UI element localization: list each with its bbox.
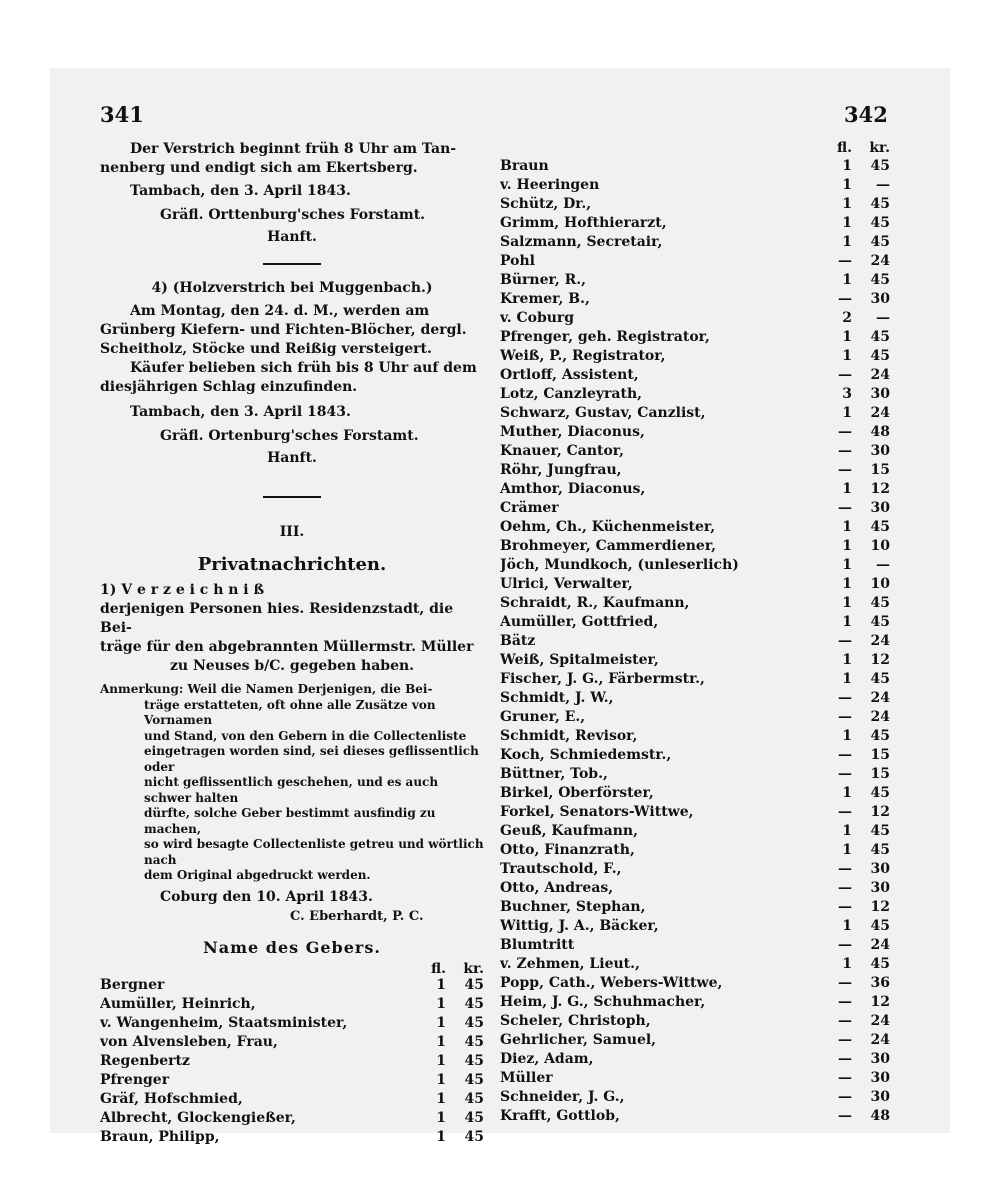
section-4-line: diesjährigen Schlag einzufinden. <box>100 379 358 395</box>
column-fl: fl. <box>430 960 446 977</box>
donor-row <box>100 1129 484 1148</box>
donor-kr: 24 <box>870 1013 890 1029</box>
donor-fl: — <box>838 1013 852 1029</box>
donor-name: Jöch, Mundkoch, (unleserlich) <box>500 557 739 573</box>
donor-kr: 45 <box>464 1014 484 1031</box>
donor-kr: 36 <box>870 975 890 991</box>
donor-fl: 2 <box>842 310 852 326</box>
donor-name: Braun <box>500 158 549 174</box>
donor-row <box>500 880 890 899</box>
donor-row <box>500 1070 890 1089</box>
donor-row <box>500 1013 890 1032</box>
donor-kr: 45 <box>870 519 890 535</box>
donor-fl: 1 <box>842 177 852 193</box>
donor-row <box>500 405 890 424</box>
donor-kr: 12 <box>870 804 890 820</box>
donor-fl: 1 <box>842 652 852 668</box>
donor-row <box>500 1108 890 1127</box>
donor-row <box>500 367 890 386</box>
donor-name: Pfrenger, geh. Registrator, <box>500 329 710 345</box>
donor-row <box>500 443 890 462</box>
donor-row <box>100 1110 484 1129</box>
donor-kr: 15 <box>870 766 890 782</box>
donor-row <box>500 1051 890 1070</box>
donor-kr: 30 <box>870 443 890 459</box>
donor-row <box>500 975 890 994</box>
donor-fl: 1 <box>436 1014 446 1031</box>
donor-fl: 1 <box>842 405 852 421</box>
donor-name: v. Heeringen <box>500 177 600 193</box>
donor-fl: 1 <box>842 481 852 497</box>
donor-kr: 48 <box>870 424 890 440</box>
note-line: und Stand, von den Gebern in die Collectenliste <box>144 728 467 743</box>
verzeichnis-line: träge für den abgebrannten Müllermstr. Müller <box>100 639 474 655</box>
donor-row <box>500 481 890 500</box>
donor-name: Pohl <box>500 253 535 269</box>
donor-row <box>500 804 890 823</box>
donor-row <box>500 956 890 975</box>
donor-fl: 1 <box>436 976 446 993</box>
donor-name: Amthor, Diaconus, <box>500 481 646 497</box>
donor-row <box>500 557 890 576</box>
donor-fl: — <box>838 766 852 782</box>
donor-kr: 10 <box>870 576 890 592</box>
coburg-signer: C. Eberhardt, P. C. <box>290 908 424 924</box>
donor-fl: — <box>838 291 852 307</box>
note-line: Anmerkung: Weil die Namen Derjenigen, die Bei- <box>100 682 433 696</box>
donor-name: Koch, Schmiedemstr., <box>500 747 672 763</box>
donor-fl: — <box>838 709 852 725</box>
donor-name: v. Coburg <box>500 310 575 326</box>
donor-row <box>500 272 890 291</box>
donor-row <box>500 234 890 253</box>
donor-name: Grimm, Hofthierarzt, <box>500 215 667 231</box>
donor-name: v. Zehmen, Lieut., <box>500 956 640 972</box>
signer-name: Hanft. <box>267 450 317 466</box>
donor-row <box>100 1053 484 1072</box>
note-line: träge erstatteten, oft ohne alle Zusätze von Vornamen <box>144 697 436 727</box>
donor-name: Schraidt, R., Kaufmann, <box>500 595 690 611</box>
donor-fl: — <box>838 367 852 383</box>
divider-rule <box>263 496 321 498</box>
donor-row <box>500 633 890 652</box>
donor-name: Geuß, Kaufmann, <box>500 823 638 839</box>
donor-row <box>500 994 890 1013</box>
donor-fl: 1 <box>842 557 852 573</box>
donor-kr: 45 <box>870 842 890 858</box>
donor-kr: 30 <box>870 1051 890 1067</box>
donor-kr: 45 <box>870 785 890 801</box>
donor-fl: — <box>838 994 852 1010</box>
note-line: so wird besagte Collectenliste getreu und wörtlich nach <box>144 837 484 867</box>
donor-fl: 1 <box>842 519 852 535</box>
donor-name: Crämer <box>500 500 559 516</box>
donor-fl: 1 <box>842 595 852 611</box>
donor-fl: — <box>838 804 852 820</box>
donor-name: Schneider, J. G., <box>500 1089 625 1105</box>
page-number-left: 341 <box>100 102 144 127</box>
donor-row <box>500 766 890 785</box>
intro-line: Der Verstrich beginnt früh 8 Uhr am Tan- <box>130 141 457 157</box>
donor-name: Buchner, Stephan, <box>500 899 646 915</box>
donor-name: Muther, Diaconus, <box>500 424 645 440</box>
donor-name: Scheler, Christoph, <box>500 1013 651 1029</box>
donor-kr: 45 <box>464 976 484 993</box>
donor-name: Wittig, J. A., Bäcker, <box>500 918 659 934</box>
donor-kr: 45 <box>870 614 890 630</box>
donor-kr: 45 <box>870 348 890 364</box>
donor-fl: 3 <box>842 386 852 402</box>
donor-kr: 45 <box>870 329 890 345</box>
donor-kr: 45 <box>870 595 890 611</box>
donor-kr: 45 <box>464 1071 484 1088</box>
column-fl: fl. <box>836 140 852 156</box>
donor-fl: — <box>838 1032 852 1048</box>
donor-kr: 45 <box>870 272 890 288</box>
donor-row <box>500 690 890 709</box>
donor-row <box>500 196 890 215</box>
donor-fl: — <box>838 443 852 459</box>
donor-fl: — <box>838 253 852 269</box>
divider-rule <box>263 263 321 265</box>
donor-fl: — <box>838 861 852 877</box>
donor-kr: 45 <box>464 1052 484 1069</box>
coburg-date: Coburg den 10. April 1843. <box>160 888 373 905</box>
donor-row <box>500 937 890 956</box>
donor-fl: — <box>838 1108 852 1124</box>
donor-kr: 30 <box>870 500 890 516</box>
donor-kr: 24 <box>870 690 890 706</box>
donor-name: Otto, Finanzrath, <box>500 842 635 858</box>
section-4-title: 4) (Holzverstrich bei Muggenbach.) <box>151 280 433 296</box>
donor-fl: 1 <box>842 215 852 231</box>
donor-kr: 15 <box>870 747 890 763</box>
donor-kr: 45 <box>870 215 890 231</box>
donor-name: Gruner, E., <box>500 709 586 725</box>
signer-name: Hanft. <box>267 229 317 245</box>
donor-kr: 15 <box>870 462 890 478</box>
donor-row <box>500 215 890 234</box>
donor-name: Knauer, Cantor, <box>500 443 625 459</box>
donor-kr: — <box>876 310 890 326</box>
page-number-right: 342 <box>844 102 888 127</box>
donor-row <box>500 899 890 918</box>
donor-row <box>500 1089 890 1108</box>
donor-kr: 12 <box>870 994 890 1010</box>
donor-row <box>500 500 890 519</box>
donor-name: Diez, Adam, <box>500 1051 594 1067</box>
donor-row <box>500 652 890 671</box>
donor-fl: — <box>838 747 852 763</box>
donor-row <box>500 158 890 177</box>
donor-name: Heim, J. G., Schuhmacher, <box>500 994 706 1010</box>
office-signature: Gräfl. Ortenburg'sches Forstamt. <box>160 428 419 444</box>
donor-name: Schmidt, J. W., <box>500 690 614 706</box>
name-heading: Name des Gebers. <box>203 937 381 957</box>
donor-name: von Alvensleben, Frau, <box>100 1033 278 1050</box>
donor-kr: 24 <box>870 367 890 383</box>
note-block <box>100 682 484 884</box>
donor-name: Otto, Andreas, <box>500 880 614 896</box>
donor-row <box>500 291 890 310</box>
donor-fl: 1 <box>436 1090 446 1107</box>
intro-line: nenberg und endigt sich am Ekertsberg. <box>100 160 418 176</box>
donor-name: Aumüller, Gottfried, <box>500 614 659 630</box>
donor-row <box>100 1091 484 1110</box>
donor-name: Lotz, Canzleyrath, <box>500 386 643 402</box>
donor-kr: 45 <box>870 956 890 972</box>
donor-row <box>500 747 890 766</box>
donor-kr: 45 <box>870 234 890 250</box>
donor-row <box>100 977 484 996</box>
donor-fl: — <box>838 500 852 516</box>
donor-fl: 1 <box>436 1128 446 1145</box>
donor-name: Bätz <box>500 633 536 649</box>
section-4-line: Am Montag, den 24. d. M., werden am <box>130 303 430 319</box>
donor-kr: 30 <box>870 880 890 896</box>
donor-name: Bergner <box>100 976 165 993</box>
donor-name: Brohmeyer, Cammerdiener, <box>500 538 717 554</box>
donor-row <box>500 709 890 728</box>
donor-name: Pfrenger <box>100 1071 170 1088</box>
donor-row <box>500 310 890 329</box>
column-header <box>100 961 484 977</box>
verzeichnis-line: zu Neuses b/C. gegeben haben. <box>169 658 415 674</box>
section-numeral: III. <box>279 524 305 540</box>
column-header <box>500 140 890 156</box>
donor-kr: 45 <box>464 995 484 1012</box>
donor-kr: 12 <box>870 481 890 497</box>
donor-fl: 1 <box>842 842 852 858</box>
donor-kr: 24 <box>870 1032 890 1048</box>
donor-row <box>500 462 890 481</box>
donor-row <box>500 918 890 937</box>
note-line: dürfte, solche Geber bestimmt ausfindig zu machen, <box>144 806 436 836</box>
donor-row <box>500 519 890 538</box>
donor-row <box>100 1015 484 1034</box>
donor-row <box>500 348 890 367</box>
donor-row <box>500 823 890 842</box>
donor-fl: 1 <box>842 956 852 972</box>
donor-kr: 45 <box>870 918 890 934</box>
note-line: dem Original abgedruckt werden. <box>144 868 371 882</box>
donor-row <box>100 1034 484 1053</box>
donor-name: Braun, Philipp, <box>100 1128 220 1145</box>
donor-fl: 1 <box>842 576 852 592</box>
donor-fl: — <box>838 690 852 706</box>
donor-name: Kremer, B., <box>500 291 590 307</box>
donor-name: Forkel, Senators-Wittwe, <box>500 804 694 820</box>
donor-fl: 1 <box>436 995 446 1012</box>
donor-fl: — <box>838 975 852 991</box>
donor-row <box>500 1032 890 1051</box>
donor-row <box>500 614 890 633</box>
donor-kr: 48 <box>870 1108 890 1124</box>
donor-kr: 24 <box>870 937 890 953</box>
donor-list-left <box>100 977 484 1148</box>
donor-name: Bürner, R., <box>500 272 586 288</box>
donor-kr: 45 <box>464 1109 484 1126</box>
donor-kr: 45 <box>870 158 890 174</box>
donor-fl: 1 <box>842 614 852 630</box>
donor-row <box>500 329 890 348</box>
donor-name: Popp, Cath., Webers-Wittwe, <box>500 975 723 991</box>
donor-kr: 24 <box>870 405 890 421</box>
donor-fl: — <box>838 1089 852 1105</box>
donor-fl: 1 <box>842 823 852 839</box>
donor-row <box>500 785 890 804</box>
donor-kr: 24 <box>870 709 890 725</box>
donor-row <box>500 386 890 405</box>
donor-fl: 1 <box>842 918 852 934</box>
note-line: nicht geflissentlich geschehen, und es auch schwer halten <box>144 775 439 805</box>
donor-row <box>500 538 890 557</box>
donor-name: Blumtritt <box>500 937 575 953</box>
donor-kr: — <box>876 177 890 193</box>
donor-kr: 45 <box>464 1033 484 1050</box>
donor-fl: — <box>838 937 852 953</box>
donor-fl: 1 <box>842 728 852 744</box>
donor-kr: 12 <box>870 899 890 915</box>
donor-fl: — <box>838 633 852 649</box>
donor-row <box>500 728 890 747</box>
donor-fl: — <box>838 899 852 915</box>
donor-kr: 24 <box>870 253 890 269</box>
donor-row <box>500 842 890 861</box>
donor-row <box>500 671 890 690</box>
donor-row <box>500 595 890 614</box>
donor-kr: 45 <box>870 728 890 744</box>
donor-kr: 45 <box>464 1128 484 1145</box>
donor-name: Trautschold, F., <box>500 861 622 877</box>
donor-kr: 30 <box>870 386 890 402</box>
donor-name: Büttner, Tob., <box>500 766 608 782</box>
donor-row <box>100 1072 484 1091</box>
donor-name: Salzmann, Secretair, <box>500 234 663 250</box>
donor-fl: 1 <box>842 348 852 364</box>
donor-name: Ulrici, Verwalter, <box>500 576 633 592</box>
donor-row <box>100 996 484 1015</box>
donor-kr: 10 <box>870 538 890 554</box>
donor-name: Röhr, Jungfrau, <box>500 462 622 478</box>
donor-fl: 1 <box>842 785 852 801</box>
donor-name: Müller <box>500 1070 553 1086</box>
donor-fl: — <box>838 462 852 478</box>
donor-fl: — <box>838 1051 852 1067</box>
donor-name: Schmidt, Revisor, <box>500 728 638 744</box>
donor-name: Ortloff, Assistent, <box>500 367 639 383</box>
donor-fl: 1 <box>842 329 852 345</box>
column-kr: kr. <box>869 140 890 156</box>
donor-fl: 1 <box>436 1071 446 1088</box>
donor-row <box>500 424 890 443</box>
donor-name: Regenbertz <box>100 1052 190 1069</box>
donor-name: v. Wangenheim, Staatsminister, <box>100 1014 348 1031</box>
donor-kr: 30 <box>870 861 890 877</box>
section-4-line: Grünberg Kiefern- und Fichten-Blöcher, dergl. <box>100 322 467 338</box>
donor-fl: 1 <box>436 1033 446 1050</box>
donor-fl: 1 <box>842 538 852 554</box>
donor-row <box>500 177 890 196</box>
donor-kr: 45 <box>870 196 890 212</box>
donor-fl: 1 <box>436 1052 446 1069</box>
section-title: Privatnachrichten. <box>197 554 387 575</box>
place-date: Tambach, den 3. April 1843. <box>130 183 351 199</box>
donor-name: Krafft, Gottlob, <box>500 1108 620 1124</box>
verzeichnis-title: 1) V e r z e i c h n i ß <box>100 582 265 598</box>
donor-name: Aumüller, Heinrich, <box>100 995 256 1012</box>
donor-kr: 30 <box>870 1089 890 1105</box>
donor-kr: 24 <box>870 633 890 649</box>
donor-kr: 30 <box>870 1070 890 1086</box>
right-page-column <box>500 140 890 1127</box>
donor-row <box>500 576 890 595</box>
donor-fl: — <box>838 880 852 896</box>
office-signature: Gräfl. Orttenburg'sches Forstamt. <box>160 207 426 223</box>
donor-fl: 1 <box>842 272 852 288</box>
donor-kr: 12 <box>870 652 890 668</box>
donor-name: Weiß, Spitalmeister, <box>500 652 659 668</box>
donor-fl: 1 <box>436 1109 446 1126</box>
donor-kr: — <box>876 557 890 573</box>
donor-row <box>500 253 890 272</box>
donor-kr: 45 <box>870 671 890 687</box>
donor-name: Albrecht, Glockengießer, <box>100 1109 296 1126</box>
section-4-line: Scheitholz, Stöcke und Reißig versteigert. <box>100 341 432 357</box>
column-kr: kr. <box>463 960 484 977</box>
donor-fl: 1 <box>842 671 852 687</box>
donor-kr: 45 <box>870 823 890 839</box>
donor-name: Birkel, Oberförster, <box>500 785 654 801</box>
note-line: eingetragen worden sind, sei dieses geflissentlich oder <box>144 744 479 774</box>
donor-name: Fischer, J. G., Färbermstr., <box>500 671 705 687</box>
verzeichnis-line: derjenigen Personen hies. Residenzstadt, die Bei- <box>100 601 454 636</box>
place-date: Tambach, den 3. April 1843. <box>130 404 351 420</box>
donor-name: Gräf, Hofschmied, <box>100 1090 243 1107</box>
donor-fl: — <box>838 1070 852 1086</box>
section-4-line: Käufer belieben sich früh bis 8 Uhr auf dem <box>130 360 477 376</box>
donor-name: Schwarz, Gustav, Canzlist, <box>500 405 706 421</box>
donor-name: Oehm, Ch., Küchenmeister, <box>500 519 716 535</box>
donor-kr: 45 <box>464 1090 484 1107</box>
donor-list-right <box>500 158 890 1127</box>
donor-name: Gehrlicher, Samuel, <box>500 1032 657 1048</box>
donor-fl: 1 <box>842 196 852 212</box>
donor-fl: 1 <box>842 158 852 174</box>
donor-row <box>500 861 890 880</box>
donor-fl: — <box>838 424 852 440</box>
donor-name: Schütz, Dr., <box>500 196 592 212</box>
donor-kr: 30 <box>870 291 890 307</box>
donor-fl: 1 <box>842 234 852 250</box>
left-page-column <box>100 140 484 1148</box>
donor-name: Weiß, P., Registrator, <box>500 348 666 364</box>
